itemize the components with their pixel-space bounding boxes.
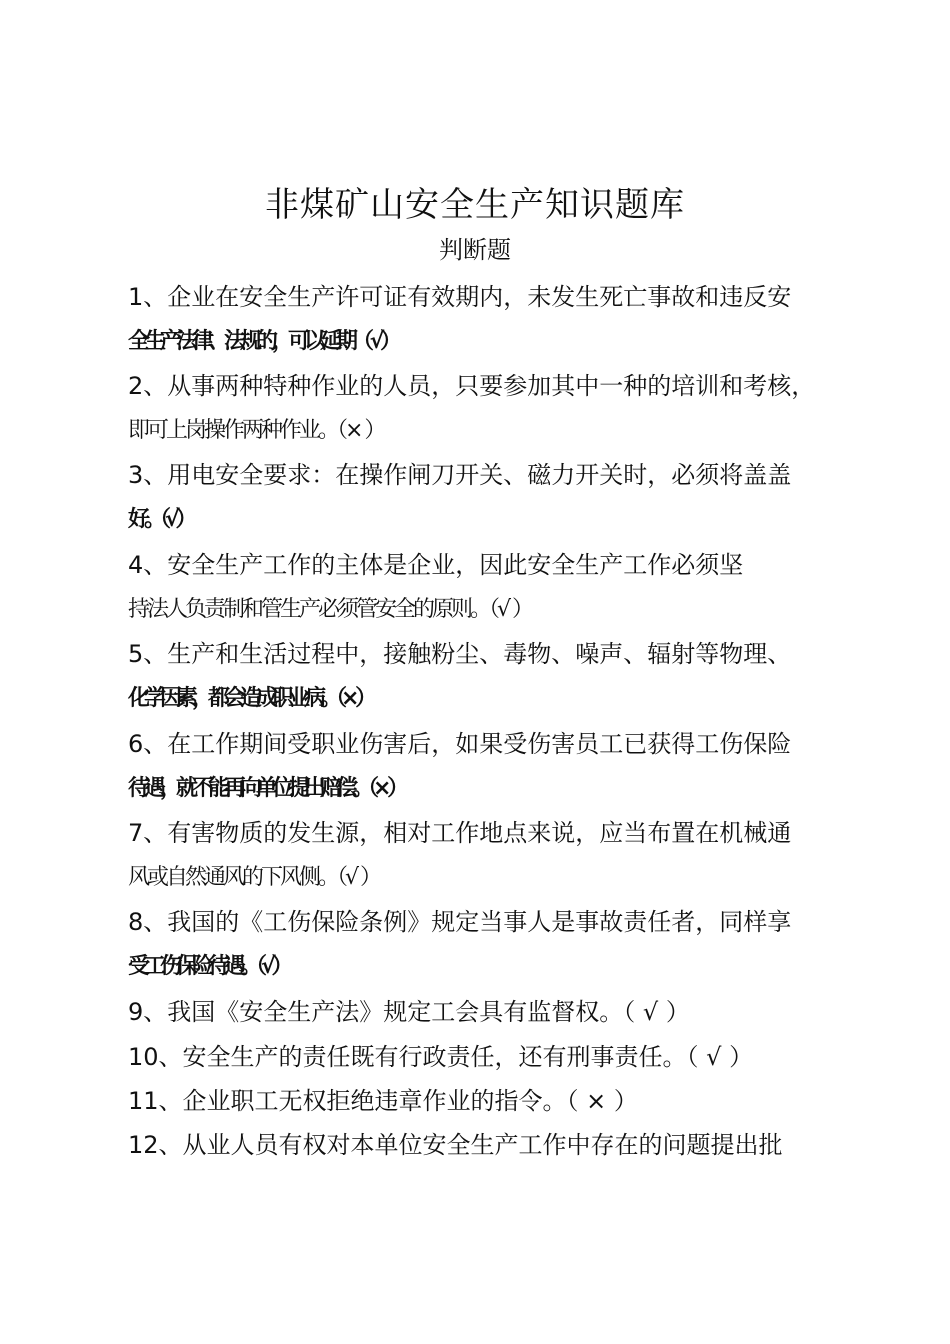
question-7-line-1: 7、有害物质的发生源，相对工作地点来说，应当布置在机械通 [128,819,792,847]
question-2-line-1: 2、从事两种特种作业的人员，只要参加其中一种的培训和考核， [128,372,816,400]
question-10: 10、安全生产的责任既有行政责任，还有刑事责任。（ √ ） [128,1043,754,1071]
page-title: 非煤矿山安全生产知识题库 [265,185,685,225]
question-4-line-1: 4、安全生产工作的主体是企业，因此安全生产工作必须坚 [128,551,744,579]
question-3-line-1: 3、用电安全要求：在操作闸刀开关、磁力开关时，必须将盖盖 [128,461,792,489]
question-8-line-1: 8、我国的《工伤保险条例》规定当事人是事故责任者，同样享 [128,908,792,936]
question-5-line-1: 5、生产和生活过程中，接触粉尘、毒物、噪声、辐射等物理、 [128,640,792,668]
question-12-line-1: 12、从业人员有权对本单位安全生产工作中存在的问题提出批 [128,1131,783,1159]
question-9: 9、我国《安全生产法》规定工会具有监督权。（ √ ） [128,998,690,1026]
question-11: 11、企业职工无权拒绝违章作业的指令。（ × ） [128,1087,638,1115]
question-4-line-2: 持法人负责制和管生产必须管安全的原则。（√ ） [128,597,532,622]
question-8-line-2: 受工伤保险待遇。（√ ） [128,954,288,979]
question-6-line-1: 6、在工作期间受职业伤害后，如果受伤害员工已获得工伤保险 [128,730,792,758]
question-3-line-2: 好。（√ ） [128,507,192,532]
question-1-line-2: 全生产法律、法规的，可以延期（ √ ） [128,329,396,354]
section-subtitle: 判断题 [439,236,511,264]
question-5-line-2: 化学因素，都会造成职业病。（× ） [128,686,372,711]
question-2-line-2: 即可上岗操作两种作业。（× ） [128,418,384,443]
question-6-line-2: 待遇，就不能再向单位提出赔偿。（× ） [128,776,404,801]
question-7-line-2: 风或自然通风的下风侧。（√ ） [128,865,380,890]
question-1-line-1: 1、企业在安全生产许可证有效期内，未发生死亡事故和违反安 [128,283,792,311]
